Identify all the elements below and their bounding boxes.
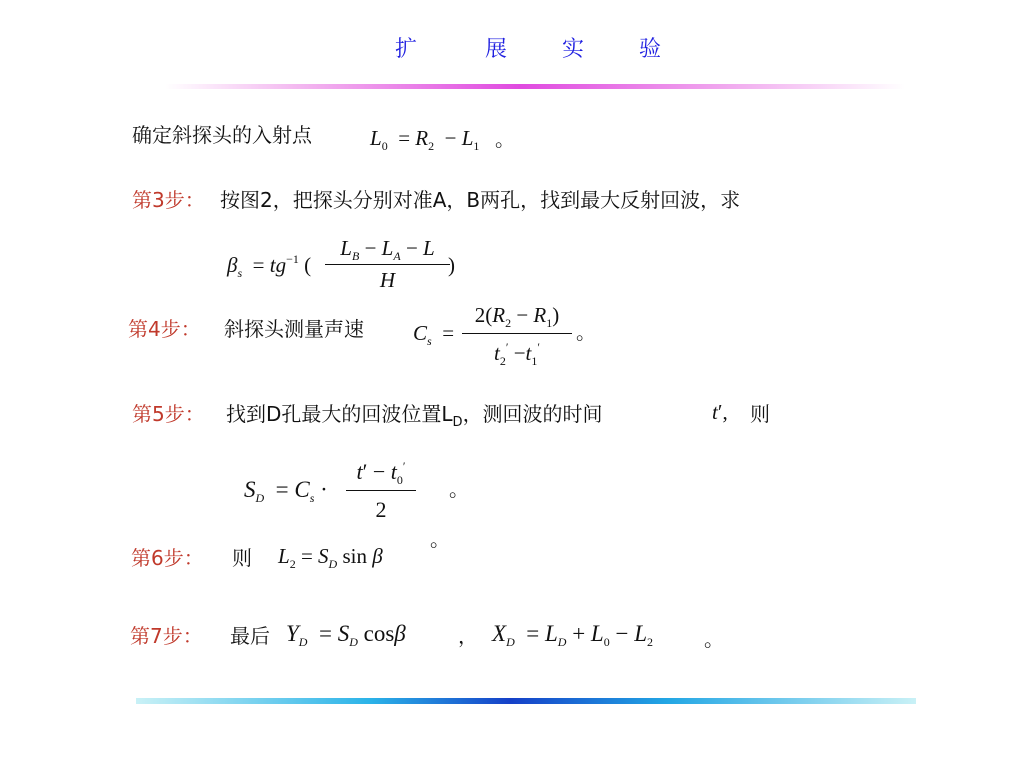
step6-end: 。 — [430, 527, 450, 551]
title-char: 验 — [639, 37, 662, 62]
step4-fraction: $2(R_2 - R_1)$ $t_2' -t_1'$ — [462, 303, 572, 373]
step6-label: 第6步： — [131, 546, 204, 570]
title-divider — [165, 84, 905, 89]
step5-fraction: $t' - t_0'$ 2 — [346, 460, 416, 526]
intro-end: 。 — [495, 127, 515, 151]
step4-end: 。 — [576, 320, 596, 344]
step7-end: 。 — [704, 627, 724, 651]
step5-symbol: t′, — [712, 400, 728, 424]
intro-formula: $L_0 = R_2 - L_1$ — [370, 126, 480, 153]
step3-label: 第3步： — [132, 188, 205, 212]
step7-label: 第7步： — [130, 624, 203, 648]
step3-text: 按图2，把探头分别对准A，B两孔，找到最大反射回波，求 — [220, 188, 741, 212]
step3-paren: ) — [448, 253, 455, 277]
step6-text: 则 — [232, 546, 252, 570]
step7-formula-y: $Y_D = S_D$ cosβ — [286, 621, 406, 649]
step4-text: 斜探头测量声速 — [224, 317, 364, 341]
title-char: 实 — [562, 37, 585, 62]
step5-text: 找到D孔最大的回波位置$L_D$，测回波的时间 — [226, 402, 603, 430]
step4-formula-lhs: $C_s$ = — [413, 321, 455, 348]
step5-formula-lhs: $S_D = C_s$ · — [244, 477, 328, 505]
title-char: 扩 — [395, 37, 418, 62]
intro-text: 确定斜探头的入射点 — [132, 123, 312, 147]
footer-divider — [136, 698, 916, 704]
step3-fraction: $L_B - L_A - L$ H — [325, 236, 450, 296]
step5-end: 。 — [449, 477, 469, 501]
title-char: 展 — [485, 37, 508, 62]
slide-title — [0, 32, 1024, 66]
step5-label: 第5步： — [132, 402, 205, 426]
step7-formula-x: $X_D = L_D + L_0 - L_2$ — [492, 621, 653, 649]
step6-formula: $L_2 = S_D$ sin β — [278, 544, 383, 571]
step7-comma: ， — [458, 624, 478, 648]
step5-then: 则 — [750, 402, 770, 426]
step7-text: 最后 — [230, 624, 270, 648]
step4-label: 第4步： — [128, 317, 201, 341]
step3-formula: $\beta_s = tg^{-1}$ ( — [227, 252, 312, 280]
